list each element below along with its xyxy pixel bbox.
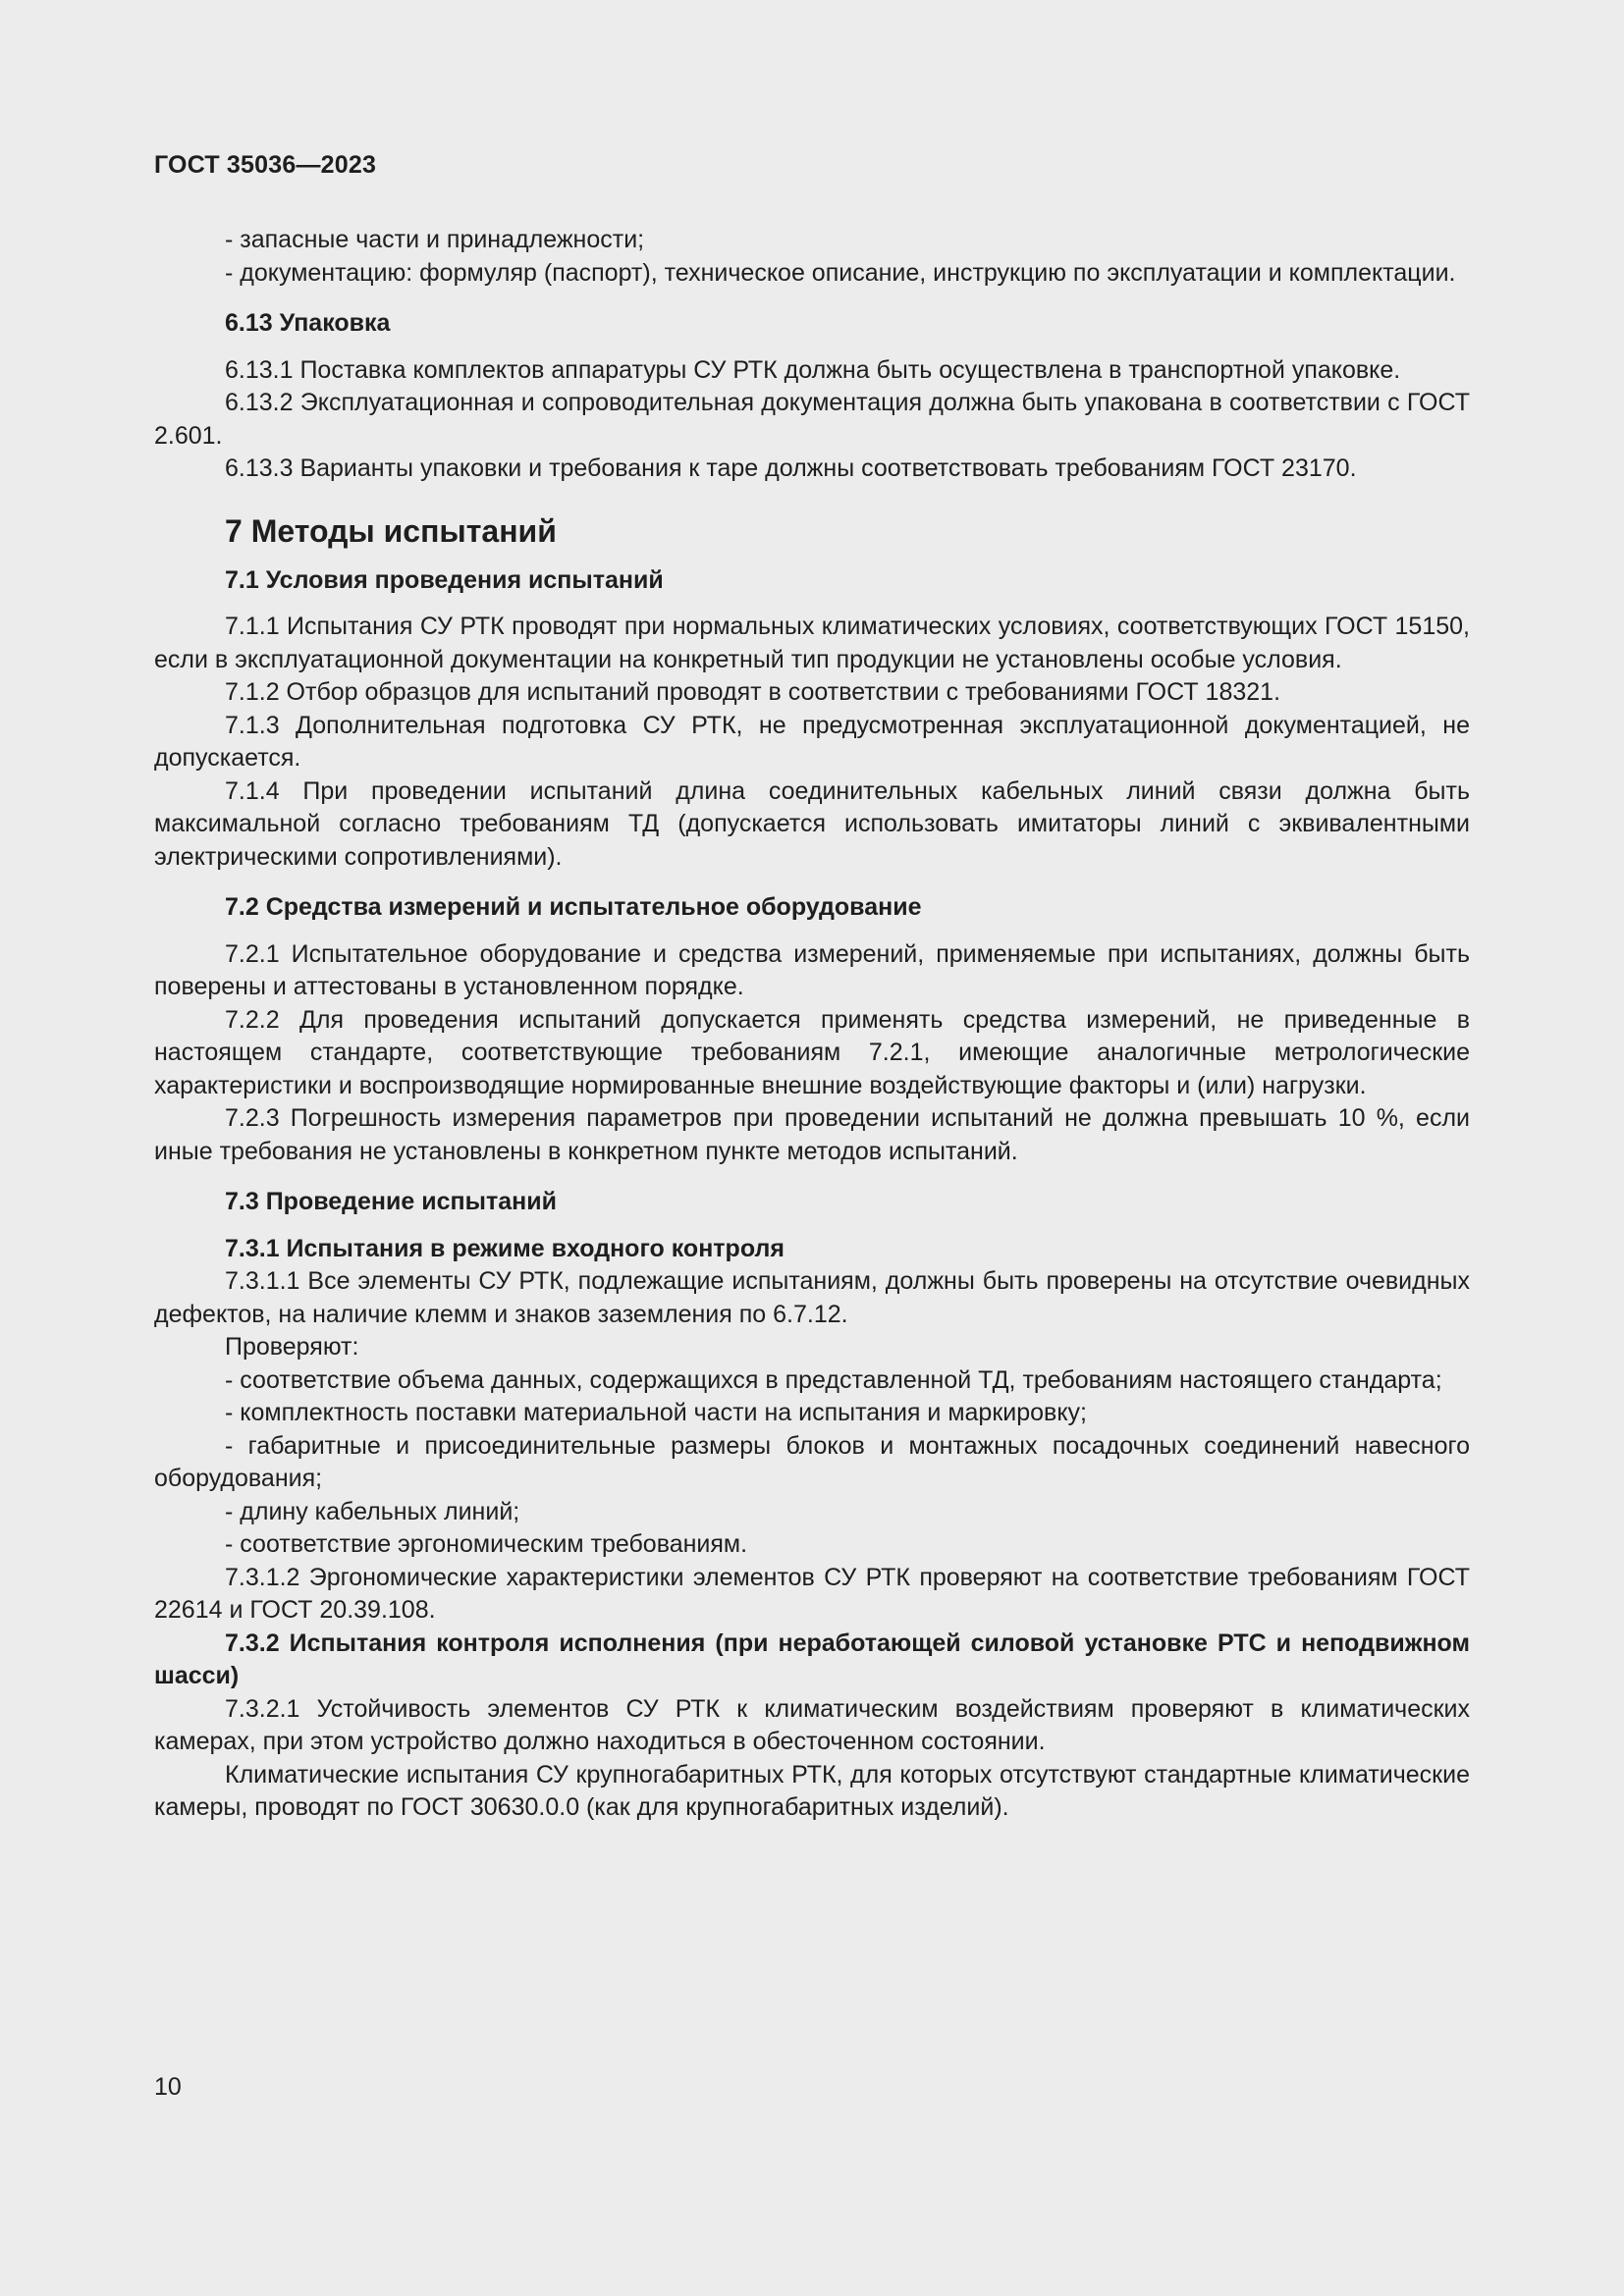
chapter-heading: 7 Методы испытаний bbox=[225, 512, 557, 549]
paragraph: 6.13.2 Эксплуатационная и сопроводительная документация должна быть упакована в соответствии с ГОСТ 2.601. bbox=[154, 389, 1470, 450]
paragraph: 7.1.4 При проведении испытаний длина соединительных кабельных линий связи должна быть максимальной согласно требованиям ТД (допускается использовать имитаторы линий с эквивалентными электрическими сопротивлениями). bbox=[154, 776, 1470, 871]
paragraph: 7.1.1 Испытания СУ РТК проводят при нормальных климатических условиях, соответствующих ГОСТ 15150, если в эксплуатационной документации на конкретный тип продукции не установлены особые условия. bbox=[154, 613, 1470, 673]
paragraph: Климатические испытания СУ крупногабаритных РТК, для которых отсутствуют стандартные климатические камеры, проводят по ГОСТ 30630.0.0 (как для крупногабаритных изделий). bbox=[154, 1760, 1470, 1821]
list-item: - габаритные и присоединительные размеры блоков и монтажных посадочных соединений навесного оборудования; bbox=[154, 1431, 1470, 1492]
section-heading: 7.2 Средства измерений и испытательное оборудование bbox=[225, 893, 922, 921]
section-heading: 6.13 Упаковка bbox=[225, 309, 391, 337]
paragraph: 6.13.1 Поставка комплектов аппаратуры СУ РТК должна быть осуществлена в транспортной упаковке. bbox=[225, 355, 1401, 384]
list-item: - соответствие объема данных, содержащихся в представленной ТД, требованиям настоящего стандарта; bbox=[225, 1365, 1442, 1394]
paragraph: 7.1.3 Дополнительная подготовка СУ РТК, не предусмотренная эксплуатационной документацией, не допускается. bbox=[154, 711, 1470, 772]
document-header: ГОСТ 35036—2023 bbox=[154, 151, 377, 179]
paragraph: 7.2.3 Погрешность измерения параметров при проведении испытаний не должна превышать 10 %, если иные требования не установлены в конкретном пункте методов испытаний. bbox=[154, 1104, 1470, 1165]
list-item: - документацию: формуляр (паспорт), техническое описание, инструкцию по эксплуатации и комплектации. bbox=[225, 258, 1456, 287]
section-heading: 7.3 Проведение испытаний bbox=[225, 1188, 557, 1215]
page-number: 10 bbox=[154, 2073, 182, 2101]
paragraph: 7.3.1.2 Эргономические характеристики элементов СУ РТК проверяют на соответствие требованиям ГОСТ 22614 и ГОСТ 20.39.108. bbox=[154, 1563, 1470, 1624]
subsection-heading: 7.3.1 Испытания в режиме входного контроля bbox=[225, 1234, 785, 1262]
paragraph: 7.3.1.1 Все элементы СУ РТК, подлежащие испытаниям, должны быть проверены на отсутствие очевидных дефектов, на наличие клемм и знаков заземления по 6.7.12. bbox=[154, 1267, 1470, 1328]
list-item: - запасные части и принадлежности; bbox=[225, 226, 645, 253]
paragraph: 7.2.2 Для проведения испытаний допускается применять средства измерений, не приведенные в настоящем стандарте, соответствующие требованиям 7.2.1, имеющие аналогичные метрологические характеристики и воспроизводящие нормированные внешние воздействующие факторы и (или) нагрузки. bbox=[154, 1005, 1470, 1099]
paragraph: 7.3.2.1 Устойчивость элементов СУ РТК к климатическим воздействиям проверяют в климатических камерах, при этом устройство должно находиться в обесточенном состоянии. bbox=[154, 1694, 1470, 1755]
paragraph: 7.2.1 Испытательное оборудование и средства измерений, применяемые при испытаниях, должны быть поверены и аттестованы в установленном порядке. bbox=[154, 939, 1470, 1000]
list-item: - соответствие эргономическим требованиям. bbox=[225, 1530, 748, 1558]
list-item: - комплектность поставки материальной части на испытания и маркировку; bbox=[225, 1399, 1087, 1426]
paragraph: 7.1.2 Отбор образцов для испытаний проводят в соответствии с требованиями ГОСТ 18321. bbox=[225, 678, 1281, 706]
paragraph: 6.13.3 Варианты упаковки и требования к таре должны соответствовать требованиям ГОСТ 23170. bbox=[225, 454, 1357, 482]
paragraph: Проверяют: bbox=[225, 1333, 359, 1361]
document-body bbox=[154, 224, 1470, 1825]
section-heading: 7.1 Условия проведения испытаний bbox=[225, 565, 664, 594]
list-item: - длину кабельных линий; bbox=[225, 1497, 520, 1525]
subsection-heading: 7.3.2 Испытания контроля исполнения (при неработающей силовой установке РТС и неподвижном шасси) bbox=[154, 1629, 1470, 1689]
